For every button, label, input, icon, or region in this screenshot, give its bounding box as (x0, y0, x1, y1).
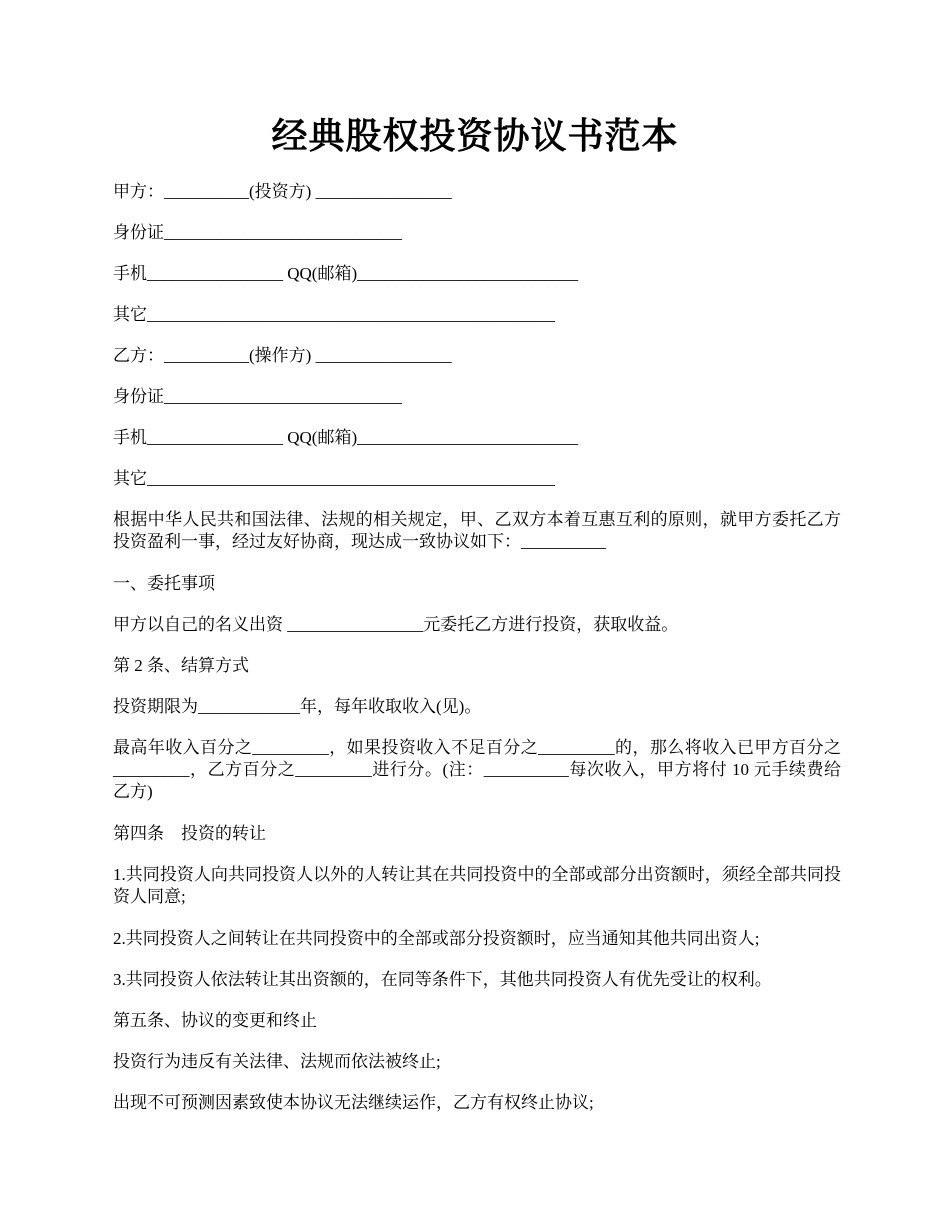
party-a-phone: 手机________________ QQ(邮箱)__________________________ (113, 264, 579, 283)
party-a-other: 其它________________________________________________ (113, 305, 555, 324)
party-b-label: 乙方：__________(操作方) ________________ (113, 346, 452, 365)
party-b-id: 身份证____________________________ (113, 387, 402, 406)
section4-item1: 1.共同投资人向共同投资人以外的人转让其在共同投资中的全部或部分出资额时，须经全部共同投资人同意; (113, 865, 841, 906)
section5-heading: 第五条、协议的变更和终止 (113, 1011, 317, 1030)
document-title: 经典股权投资协议书范本 (271, 116, 679, 156)
section4-heading: 第四条 投资的转让 (113, 824, 266, 843)
preamble-paragraph: 根据中华人民共和国法律、法规的相关规定，甲、乙双方本着互惠互利的原则，就甲方委托乙方投资盈利一事，经过友好协商，现达成一致协议如下：__________ (113, 510, 841, 551)
section2-term: 投资期限为____________年，每年收取收入(见)。 (113, 697, 482, 716)
party-b-other: 其它________________________________________________ (113, 469, 555, 488)
section2-split: 最高年收入百分之_________，如果投资收入不足百分之_________的，那么将收入已甲方百分之_________，乙方百分之_________进行分。(注：__________每次收入，甲方将付 10 元手续费给乙方) (113, 738, 841, 801)
section5-item1: 投资行为违反有关法律、法规而依法被终止; (113, 1052, 441, 1071)
section1-text: 甲方以自己的名义出资 ________________元委托乙方进行投资，获取收益。 (113, 615, 679, 634)
party-a-id: 身份证____________________________ (113, 223, 402, 242)
section4-item2: 2.共同投资人之间转让在共同投资中的全部或部分投资额时，应当通知其他共同出资人; (113, 929, 760, 948)
party-a-label: 甲方：__________(投资方) ________________ (113, 182, 452, 201)
section5-item2: 出现不可预测因素致使本协议无法继续运作，乙方有权终止协议; (113, 1093, 594, 1112)
section4-item3: 3.共同投资人依法转让其出资额的，在同等条件下，其他共同投资人有优先受让的权利。 (113, 970, 772, 989)
section1-heading: 一、委托事项 (113, 574, 215, 593)
section2-heading: 第 2 条、结算方式 (113, 656, 249, 675)
party-b-phone: 手机________________ QQ(邮箱)__________________________ (113, 428, 579, 447)
